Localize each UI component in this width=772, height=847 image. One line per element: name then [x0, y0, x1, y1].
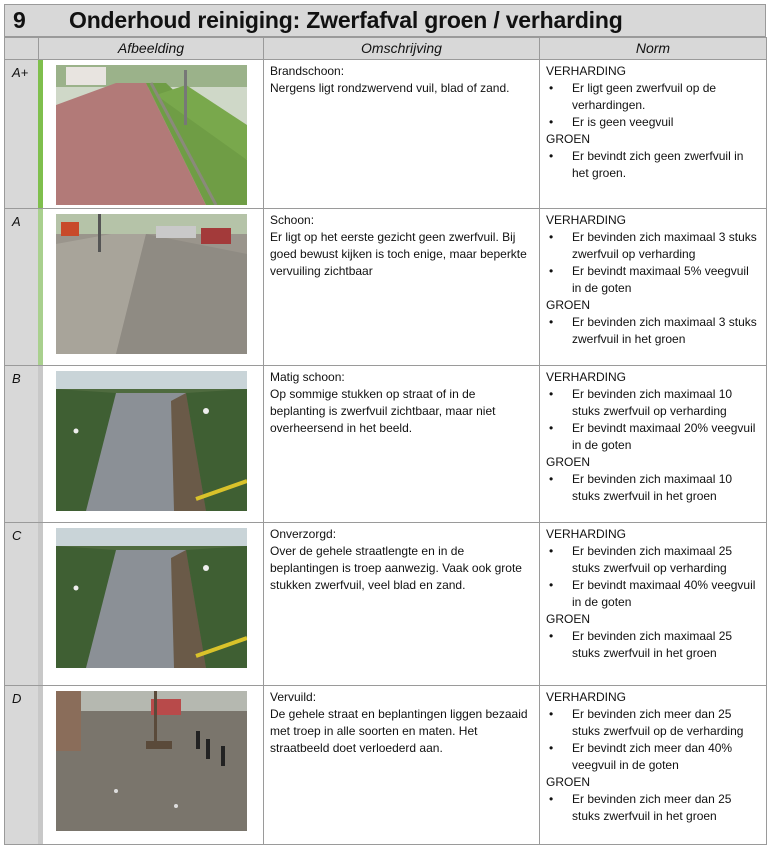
- norm-item: • Er bevindt maximaal 5% veegvuil in de goten: [546, 263, 760, 297]
- street-photo: [56, 371, 247, 511]
- grade-color-bar: [38, 523, 43, 685]
- header-image: Afbeelding: [39, 38, 264, 60]
- norm-item: • Er bevinden zich meer dan 25 stuks zwerfvuil op de verharding: [546, 706, 760, 740]
- table-row: [5, 60, 767, 209]
- norm-heading: GROEN: [546, 612, 591, 626]
- norm-item: • Er bevinden zich maximaal 25 stuks zwerfvuil in het groen: [546, 628, 760, 662]
- norm-item: • Er bevinden zich maximaal 3 stuks zwerfvuil op verharding: [546, 229, 760, 263]
- norm-heading: VERHARDING: [546, 527, 627, 541]
- grade-label: B: [12, 371, 21, 386]
- norm-cell: [540, 523, 767, 686]
- norm-item: • Er bevindt maximaal 40% veegvuil in de goten: [546, 577, 760, 611]
- header-grade: [5, 38, 39, 60]
- description-cell: [264, 523, 540, 686]
- description-body: Op sommige stukken op straat of in de beplanting is zwerfvuil zichtbaar, maar niet overheersend in het beeld.: [270, 387, 496, 435]
- image-cell: [39, 523, 264, 686]
- norm-list: [546, 386, 760, 454]
- table-row: [5, 686, 767, 845]
- norm-item: • Er bevindt zich geen zwerfvuil in het groen.: [546, 148, 760, 182]
- grade-cell: [5, 60, 39, 209]
- norm-heading: GROEN: [546, 132, 591, 146]
- street-photo: [56, 691, 247, 831]
- header-description: Omschrijving: [264, 38, 540, 60]
- norm-item: • Er bevinden zich maximaal 10 stuks zwerfvuil op verharding: [546, 386, 760, 420]
- street-photo: [56, 528, 247, 668]
- image-cell: [39, 366, 264, 523]
- norm-cell: [540, 60, 767, 209]
- grade-cell: [5, 366, 39, 523]
- norm-item: • Er bevinden zich maximaal 25 stuks zwerfvuil op verharding: [546, 543, 760, 577]
- norm-item: • Er is geen veegvuil: [546, 114, 760, 131]
- table-row: [5, 523, 767, 686]
- norm-item: • Er bevinden zich maximaal 10 stuks zwerfvuil in het groen: [546, 471, 760, 505]
- image-cell: [39, 686, 264, 845]
- street-photo: [56, 214, 247, 354]
- description-cell: [264, 686, 540, 845]
- image-cell: [39, 209, 264, 366]
- description-title: Vervuild:: [270, 690, 317, 704]
- section-title: Onderhoud reiniging: Zwerfafval groen / verharding: [69, 7, 623, 33]
- section-header: [4, 4, 766, 37]
- norm-item: • Er bevinden zich meer dan 25 stuks zwerfvuil in het groen: [546, 791, 760, 825]
- grade-label: D: [12, 691, 22, 706]
- description-cell: [264, 60, 540, 209]
- description-body: Over de gehele straatlengte en in de beplantingen is troep aanwezig. Vaak ook grote stukken zwerfvuil, veel blad en zand.: [270, 544, 522, 592]
- norm-heading: GROEN: [546, 298, 591, 312]
- norm-item: • Er bevindt zich meer dan 40% veegvuil in de goten: [546, 740, 760, 774]
- description-title: Onverzorgd:: [270, 527, 337, 541]
- grade-cell: [5, 209, 39, 366]
- norm-list: [546, 80, 760, 131]
- grade-color-bar: [38, 209, 43, 365]
- description-body: Er ligt op het eerste gezicht geen zwerfvuil. Bij goed bewust kijken is toch enige, maar beperkte vervuiling zichtbaar: [270, 230, 527, 278]
- norm-list: [546, 791, 760, 825]
- grade-label: A: [12, 214, 21, 229]
- norm-list: [546, 628, 760, 662]
- grade-label: C: [12, 528, 22, 543]
- norm-heading: GROEN: [546, 775, 591, 789]
- image-cell: [39, 60, 264, 209]
- norm-cell: [540, 686, 767, 845]
- description-cell: [264, 366, 540, 523]
- grade-color-bar: [38, 60, 43, 208]
- table-row: [5, 209, 767, 366]
- norm-heading: GROEN: [546, 455, 591, 469]
- norm-list: [546, 229, 760, 297]
- norm-heading: VERHARDING: [546, 213, 627, 227]
- grade-color-bar: [38, 686, 43, 844]
- norm-list: [546, 471, 760, 505]
- norm-cell: [540, 366, 767, 523]
- grade-label: A+: [12, 65, 29, 80]
- description-body: De gehele straat en beplantingen liggen bezaaid met troep in alle soorten en maten. Het straatbeeld doet verloederd aan.: [270, 707, 528, 755]
- norm-list: [546, 148, 760, 182]
- description-body: Nergens ligt rondzwervend vuil, blad of zand.: [270, 81, 510, 95]
- description-title: Brandschoon:: [270, 64, 345, 78]
- description-title: Schoon:: [270, 213, 315, 227]
- grade-color-bar: [38, 366, 43, 522]
- norm-list: [546, 543, 760, 611]
- header-norm: Norm: [540, 38, 767, 60]
- quality-norm-table: [4, 37, 767, 845]
- norm-heading: VERHARDING: [546, 64, 627, 78]
- norm-list: [546, 706, 760, 774]
- norm-heading: VERHARDING: [546, 690, 627, 704]
- norm-cell: [540, 209, 767, 366]
- street-photo: [56, 65, 247, 205]
- description-cell: [264, 209, 540, 366]
- norm-list: [546, 314, 760, 348]
- norm-item: • Er ligt geen zwerfvuil op de verhardingen.: [546, 80, 760, 114]
- norm-item: • Er bevinden zich maximaal 3 stuks zwerfvuil in het groen: [546, 314, 760, 348]
- grade-cell: [5, 686, 39, 845]
- section-number: 9: [13, 7, 26, 33]
- description-title: Matig schoon:: [270, 370, 345, 384]
- norm-item: • Er bevindt maximaal 20% veegvuil in de goten: [546, 420, 760, 454]
- norm-heading: VERHARDING: [546, 370, 627, 384]
- grade-cell: [5, 523, 39, 686]
- table-header-row: [5, 38, 767, 60]
- table-row: [5, 366, 767, 523]
